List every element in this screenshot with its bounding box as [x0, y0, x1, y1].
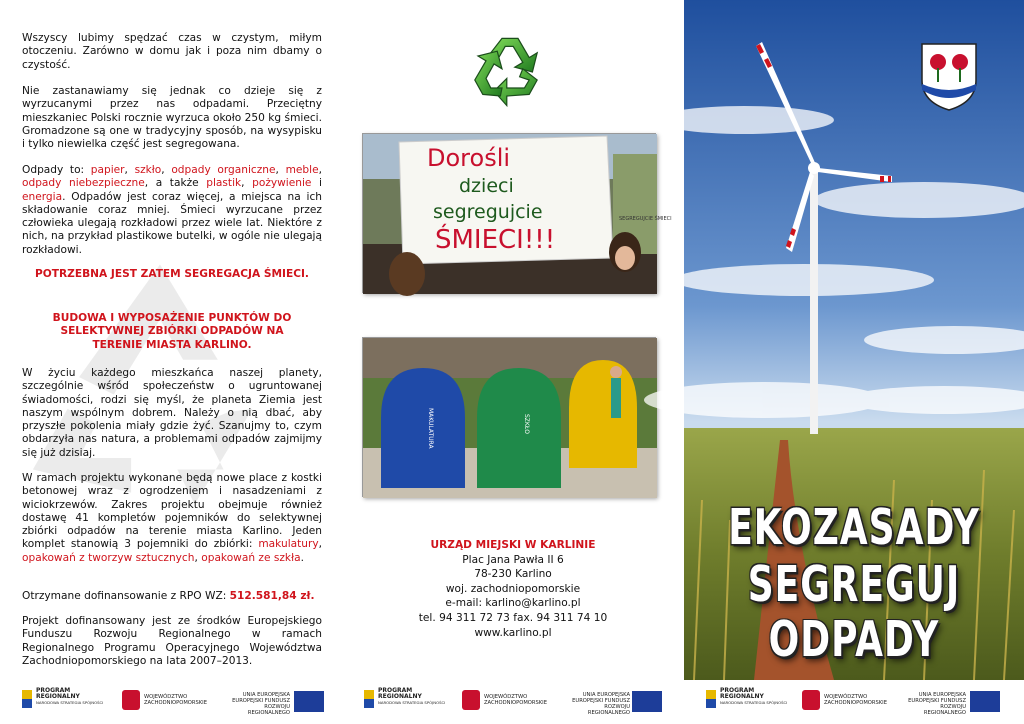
waste-type-plastic: plastik — [206, 177, 242, 190]
funding-label: Otrzymane dofinansowanie z RPO WZ: — [22, 590, 230, 602]
program-text: PROGRAM — [378, 687, 413, 694]
voivodeship-label — [824, 694, 887, 706]
funding-line — [22, 590, 322, 603]
program-regionalny-icon — [706, 690, 716, 708]
eu-label — [230, 692, 290, 716]
footer-logos — [0, 680, 1024, 724]
program-label — [36, 688, 103, 706]
eu-text-1: UNIA EUROPEJSKA — [582, 692, 630, 698]
region-text: ZACHODNIOPOMORSKIE — [824, 700, 887, 706]
project-scope-paragraph — [22, 472, 322, 565]
waste-type-energy: energia — [22, 190, 63, 203]
voivodeship-crest-icon — [802, 690, 820, 710]
town-crest-icon — [918, 40, 980, 112]
office-city: 78-230 Karlino — [474, 568, 552, 581]
contact-block — [342, 538, 684, 640]
banner-text-2: dzieci — [459, 175, 514, 197]
eu-text-2: EUROPEJSKI FUNDUSZ — [908, 698, 966, 704]
cover-column — [684, 0, 1024, 680]
bins-photo — [362, 337, 656, 497]
bins-photo-image — [363, 338, 657, 498]
waste-types-mid: , a także — [144, 177, 207, 190]
separator: , — [194, 551, 202, 564]
eu-text-3: ROZWOJU REGIONALNEGO — [923, 704, 966, 716]
eu-flag-icon — [632, 691, 662, 712]
eu-flag-icon — [970, 691, 1000, 712]
blue-bin-label: MAKULATURA — [427, 408, 434, 449]
intro-paragraph: Wszyscy lubimy spędzać czas w czystym, miłym otoczeniu. Zarówno w domu jak i poza nim dbamy o czystość. — [22, 32, 322, 71]
funding-amount: 512.581,84 zł. — [229, 590, 315, 602]
office-name: URZĄD MIEJSKI W KARLINIE — [430, 539, 596, 551]
waste-types-and: i — [311, 177, 322, 190]
waste-types-lead: Odpady to: — [22, 164, 91, 176]
eu-text-1: UNIA EUROPEJSKA — [242, 692, 290, 698]
bin-glass-label: opakowań ze szkła — [201, 551, 301, 564]
green-bin-label: SZKŁO — [523, 414, 530, 434]
project-heading: BUDOWA I WYPOSAŻENIE PUNKTÓW DO SELEKTYWNEJ ZBIÓRKI ODPADÓW NA TERENIE MIASTA KARLINO. — [52, 312, 292, 351]
logo-set-1 — [22, 688, 322, 718]
recycle-icon — [470, 32, 550, 108]
eu-text-2: EUROPEJSKI FUNDUSZ — [232, 698, 290, 704]
eu-text-2: EUROPEJSKI FUNDUSZ — [572, 698, 630, 704]
eu-label — [570, 692, 630, 716]
cover-subtitle: SEGREGUJ ODPADY — [747, 557, 961, 669]
eu-text-3: ROZWOJU REGIONALNEGO — [587, 704, 630, 716]
eu-text-1: UNIA EUROPEJSKA — [918, 692, 966, 698]
waste-type-paper: papier — [90, 164, 125, 176]
office-region: woj. zachodniopomorskie — [445, 582, 581, 595]
voivodeship-label — [484, 694, 547, 706]
office-website[interactable]: www.karlino.pl — [474, 626, 552, 639]
eu-funding-paragraph: Projekt dofinansowany jest ze środków Europejskiego Funduszu Rozwoju Regionalnego w ramach Regionalnego Programu Operacyjnego Województwa Zachodniopomorskiego na lata 2007–2013. — [22, 615, 322, 667]
cover-title: EKOZASADY — [728, 500, 980, 557]
voivodeship-crest-icon — [462, 690, 480, 710]
voivodeship-label — [144, 694, 207, 706]
program-label — [378, 688, 445, 706]
voivodeship-text: WOJEWÓDZTWO — [824, 694, 868, 700]
regionalny-text: REGIONALNY — [36, 693, 80, 700]
eu-flag-icon — [294, 691, 324, 712]
separator: , — [318, 538, 322, 551]
info-column — [0, 0, 342, 680]
office-street: Plac Jana Pawła II 6 — [462, 553, 564, 566]
program-sub-text: NARODOWA STRATEGIA SPÓJNOŚCI — [378, 700, 446, 705]
waste-type-hazardous: odpady niebezpieczne — [22, 177, 145, 190]
banner-text-4: ŚMIECI!!! — [435, 225, 556, 255]
voivodeship-text: WOJEWÓDZTWO — [144, 694, 188, 700]
program-text: PROGRAM — [36, 687, 71, 694]
waste-type-glass: szkło — [134, 164, 162, 176]
period: . — [300, 551, 304, 564]
logo-set-2 — [364, 688, 664, 718]
eu-text-3: ROZWOJU REGIONALNEGO — [247, 704, 290, 716]
program-sub-text: NARODOWA STRATEGIA SPÓJNOŚCI — [36, 700, 104, 705]
bin-paper-label: makulatury — [258, 538, 319, 551]
waste-type-organic: odpady organiczne — [171, 164, 276, 176]
banner-photo-image — [363, 134, 672, 294]
waste-amount-paragraph: Nie zastanawiamy się jednak co dzieje się z wyrzucanymi przez nas odpadami. Przeciętny mieszkaniec Polski rocznie wyrzuca około 250 kg śmieci. Gromadzone są one w tradycyjny sposób, na wysypisku i tylko niewielka część jest segregowana. — [22, 85, 322, 151]
office-phone: tel. 94 311 72 73 fax. 94 311 74 10 — [418, 611, 608, 624]
region-text: ZACHODNIOPOMORSKIE — [484, 700, 547, 706]
office-email[interactable]: e-mail: karlino@karlino.pl — [445, 597, 581, 610]
regionalny-text: REGIONALNY — [720, 693, 764, 700]
program-regionalny-icon — [22, 690, 32, 708]
regionalny-text: REGIONALNY — [378, 693, 422, 700]
planet-paragraph: W życiu każdego mieszkańca naszej planety, szczególnie wśród społeczeństw o ugruntowanej świadomości, rodzi się myśl, że planeta Ziemia jest naszym wspólnym dobrem. Należy o nią dbać, aby przyszłe pokolenia miały gdzie żyć. Szanujmy to, czym obdarzyła nas natura, a problemami odpadów zajmijmy się już dzisiaj. — [22, 367, 322, 459]
project-scope-text: W ramach projektu wykonane będą nowe place z kostki betonowej wraz z ogrodzeniem i nasadzeniami z wiciokrzewów. Zakres projektu obejmuje również dostawę 41 kompletów pojemników do selektywnej zbiórki odpadów na terenie miasta Karlino. Jeden komplet stanowią 3 pojemniki do zbiórki: — [22, 472, 322, 551]
waste-types-paragraph: Odpady to: papier, szkło, odpady organiczne, meble, odpady niebezpieczne, a także plastik, pożywienie i energia. Odpadów jest coraz więcej, a miejsca na ich składowanie coraz mniej. Śmieci wyrzucane przez człowieka ulegają rozkładowi przez wiele lat. Niektóre z nich, na przykład plastikowe butelki, w ogóle nie ulegają rozkładowi. — [22, 164, 322, 256]
banner-text-3: segregujcie — [433, 201, 543, 223]
waste-type-food: pożywienie — [252, 177, 312, 190]
waste-types-rest: . Odpadów jest coraz więcej, a miejsca na ich składowanie coraz mniej. Śmieci wyrzucane przez człowieka ulegają rozkładowi przez wiele lat. Niektóre z nich, na przykład plastikowe butelki, w ogóle nie ulegają rozkładowi. — [22, 190, 322, 256]
side-sign-text: SEGREGUJCIE ŚMIECI — [619, 216, 672, 222]
program-label — [720, 688, 787, 706]
program-text: PROGRAM — [720, 687, 755, 694]
waste-type-furniture: meble — [285, 164, 319, 176]
banner-photo — [362, 133, 672, 293]
region-text: ZACHODNIOPOMORSKIE — [144, 700, 207, 706]
program-regionalny-icon — [364, 690, 374, 708]
bin-plastic-label: opakowań z tworzyw sztucznych — [22, 551, 195, 564]
voivodeship-text: WOJEWÓDZTWO — [484, 694, 528, 700]
eu-label — [906, 692, 966, 716]
voivodeship-crest-icon — [122, 690, 140, 710]
photo-column — [342, 0, 684, 680]
logo-set-3 — [706, 688, 1006, 718]
program-sub-text: NARODOWA STRATEGIA SPÓJNOŚCI — [720, 700, 788, 705]
slogan: POTRZEBNA JEST ZATEM SEGREGACJA ŚMIECI. — [35, 268, 309, 280]
banner-text-1: Dorośli — [427, 144, 511, 172]
